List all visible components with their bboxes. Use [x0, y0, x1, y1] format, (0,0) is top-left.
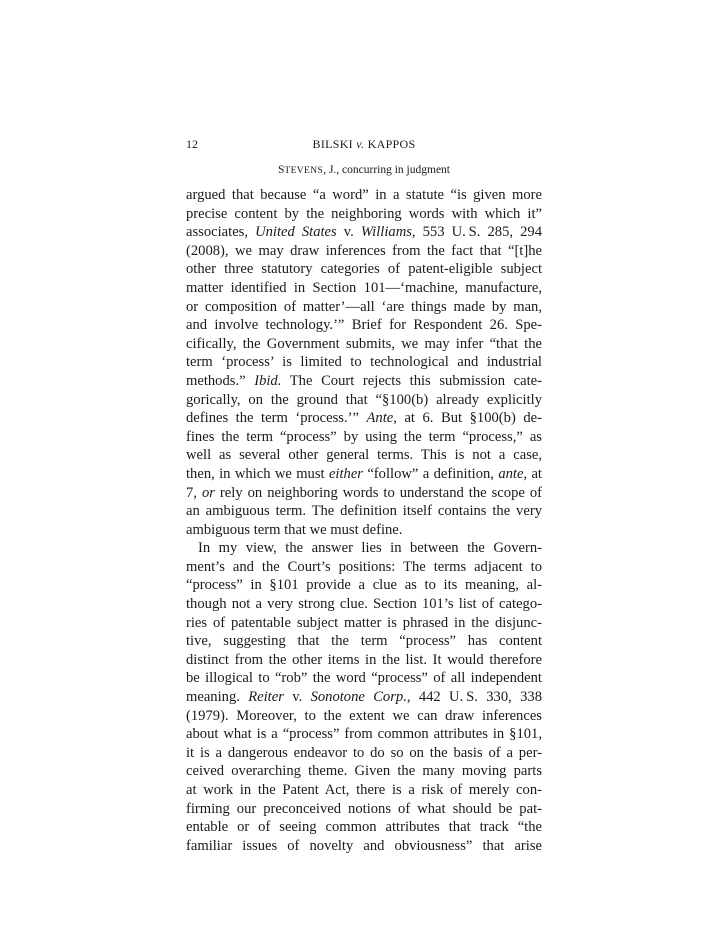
text-run: ceived overarching theme. Given the many moving parts: [186, 763, 542, 780]
text-line: [186, 484, 542, 503]
text-line: [186, 335, 542, 354]
italic-run: or: [201, 484, 215, 501]
text-run: (2008), we may draw inferences from the fact that “[t]he: [186, 242, 542, 259]
text-run: ambiguous term that we must define.: [186, 521, 403, 538]
text-line: [186, 669, 542, 688]
text-line: [186, 800, 542, 819]
text-run: cifically, the Government submits, we may infer “that the: [186, 335, 542, 352]
text-run: ment’s and the Court’s positions: The terms adjacent to: [186, 558, 542, 575]
text-run: v.: [336, 224, 361, 241]
text-run: ries of patentable subject matter is phrased in the disjunc-: [186, 614, 542, 631]
text-run: precise content by the neighboring words with which it”: [186, 205, 542, 222]
text-line: [186, 595, 542, 614]
opinion-body: [186, 186, 542, 855]
text-run: 7,: [186, 484, 202, 501]
text-run: though not a very strong clue. Section 101’s list of catego-: [186, 596, 542, 613]
text-line: [186, 353, 542, 372]
text-line: [186, 614, 542, 633]
text-run: matter identified in Section 101—‘machine, manufacture,: [186, 279, 542, 296]
opinion-rest: , J., concurring in judgment: [323, 164, 451, 176]
text-run: gorically, on the ground that “§100(b) already explicitly: [186, 391, 542, 408]
text-line: [186, 242, 542, 261]
text-run: “process” in §101 provide a clue as to its meaning, al-: [186, 577, 542, 594]
case-party-petitioner: BILSKI: [312, 137, 353, 151]
text-run: In my view, the answer lies in between the Govern-: [198, 540, 542, 557]
case-versus: v.: [356, 137, 365, 151]
text-line: [186, 260, 542, 279]
text-run: , at: [523, 465, 542, 482]
text-run: argued that because “a word” in a statute “is given more: [186, 187, 542, 203]
text-run: term ‘process’ is limited to technological and industrial: [186, 354, 542, 371]
italic-run: either: [328, 465, 363, 482]
text-line: [186, 781, 542, 800]
italic-run: United States: [255, 224, 337, 241]
text-line: [186, 279, 542, 298]
text-run: well as several other general terms. This is not a case,: [186, 447, 542, 464]
text-run: familiar issues of novelty and obviousness” that arise: [186, 837, 542, 854]
text-run: at work in the Patent Act, there is a risk of merely con-: [186, 782, 542, 798]
text-run: be illogical to “rob” the word “process” of all independent: [186, 670, 542, 687]
text-run: an ambiguous term. The definition itself contains the very: [186, 503, 542, 520]
italic-run: Ibid.: [254, 372, 282, 389]
italic-run: ante: [498, 465, 524, 482]
text-line: [186, 372, 542, 391]
text-run: rely on neighboring words to understand the scope of: [214, 484, 543, 501]
text-line: [186, 409, 542, 428]
text-run: v.: [283, 689, 311, 706]
text-line: [186, 446, 542, 465]
text-run: meaning.: [186, 689, 249, 706]
text-run: and involve technology.’” Brief for Respondent 26. Spe-: [186, 317, 542, 334]
running-header: [186, 136, 542, 152]
text-line: [186, 688, 542, 707]
text-line: [186, 651, 542, 670]
text-line: [186, 205, 542, 224]
paragraph-1: [186, 186, 542, 539]
opinion-author-line: [186, 162, 542, 179]
opinion-initial: S: [277, 164, 285, 176]
paragraph-2: [186, 539, 542, 855]
italic-run: Sonotone Corp.: [310, 689, 407, 706]
text-run: or composition of matter’—all ‘are things made by man,: [186, 298, 542, 315]
case-title: [186, 136, 542, 152]
text-run: associates,: [186, 224, 256, 241]
text-run: defines the term ‘process.’”: [186, 410, 367, 427]
text-run: entable or of seeing common attributes that track “the: [186, 819, 542, 836]
page-number: 12: [186, 137, 198, 151]
text-run: , at 6. But §100(b) de-: [393, 410, 543, 427]
text-line: [186, 837, 542, 856]
text-line: [186, 707, 542, 726]
text-line: [186, 632, 542, 651]
text-line: [186, 744, 542, 763]
text-run: , 442 U. S. 330, 338: [406, 689, 542, 706]
text-run: “follow” a definition,: [362, 465, 499, 482]
text-line: [186, 186, 542, 205]
text-line: [186, 316, 542, 335]
text-run: it is a dangerous endeavor to do so on the basis of a per-: [186, 744, 542, 761]
text-line: [186, 465, 542, 484]
text-line: [186, 428, 542, 447]
text-line: [186, 762, 542, 781]
case-party-respondent: KAPPOS: [367, 137, 416, 151]
text-line: [186, 818, 542, 837]
text-run: distinct from the other items in the list. It would therefore: [186, 651, 542, 668]
text-run: methods.”: [186, 372, 255, 389]
italic-run: Williams: [360, 224, 412, 241]
text-run: then, in which we must: [186, 465, 329, 482]
text-run: about what is a “process” from common attributes in §101,: [186, 726, 542, 743]
text-run: other three statutory categories of patent-eligible subject: [186, 261, 542, 278]
text-run: tive, suggesting that the term “process” has content: [186, 633, 542, 650]
text-line: [186, 539, 542, 558]
text-line: [186, 223, 542, 242]
text-line: [186, 298, 542, 317]
text-line: [186, 521, 542, 540]
text-run: firming our preconceived notions of what should be pat-: [186, 800, 542, 817]
text-line: [186, 576, 542, 595]
text-run: The Court rejects this submission cate-: [281, 372, 542, 389]
text-line: [186, 502, 542, 521]
text-run: fines the term “process” by using the term “process,” as: [186, 428, 542, 445]
text-line: [186, 391, 542, 410]
text-line: [186, 725, 542, 744]
italic-run: Reiter: [248, 689, 284, 706]
text-run: , 553 U. S. 285, 294: [411, 224, 542, 241]
text-line: [186, 558, 542, 577]
text-run: (1979). Moreover, to the extent we can draw inferences: [186, 707, 542, 724]
italic-run: Ante: [366, 410, 394, 427]
opinion-smallcaps: TEVENS: [284, 166, 324, 176]
